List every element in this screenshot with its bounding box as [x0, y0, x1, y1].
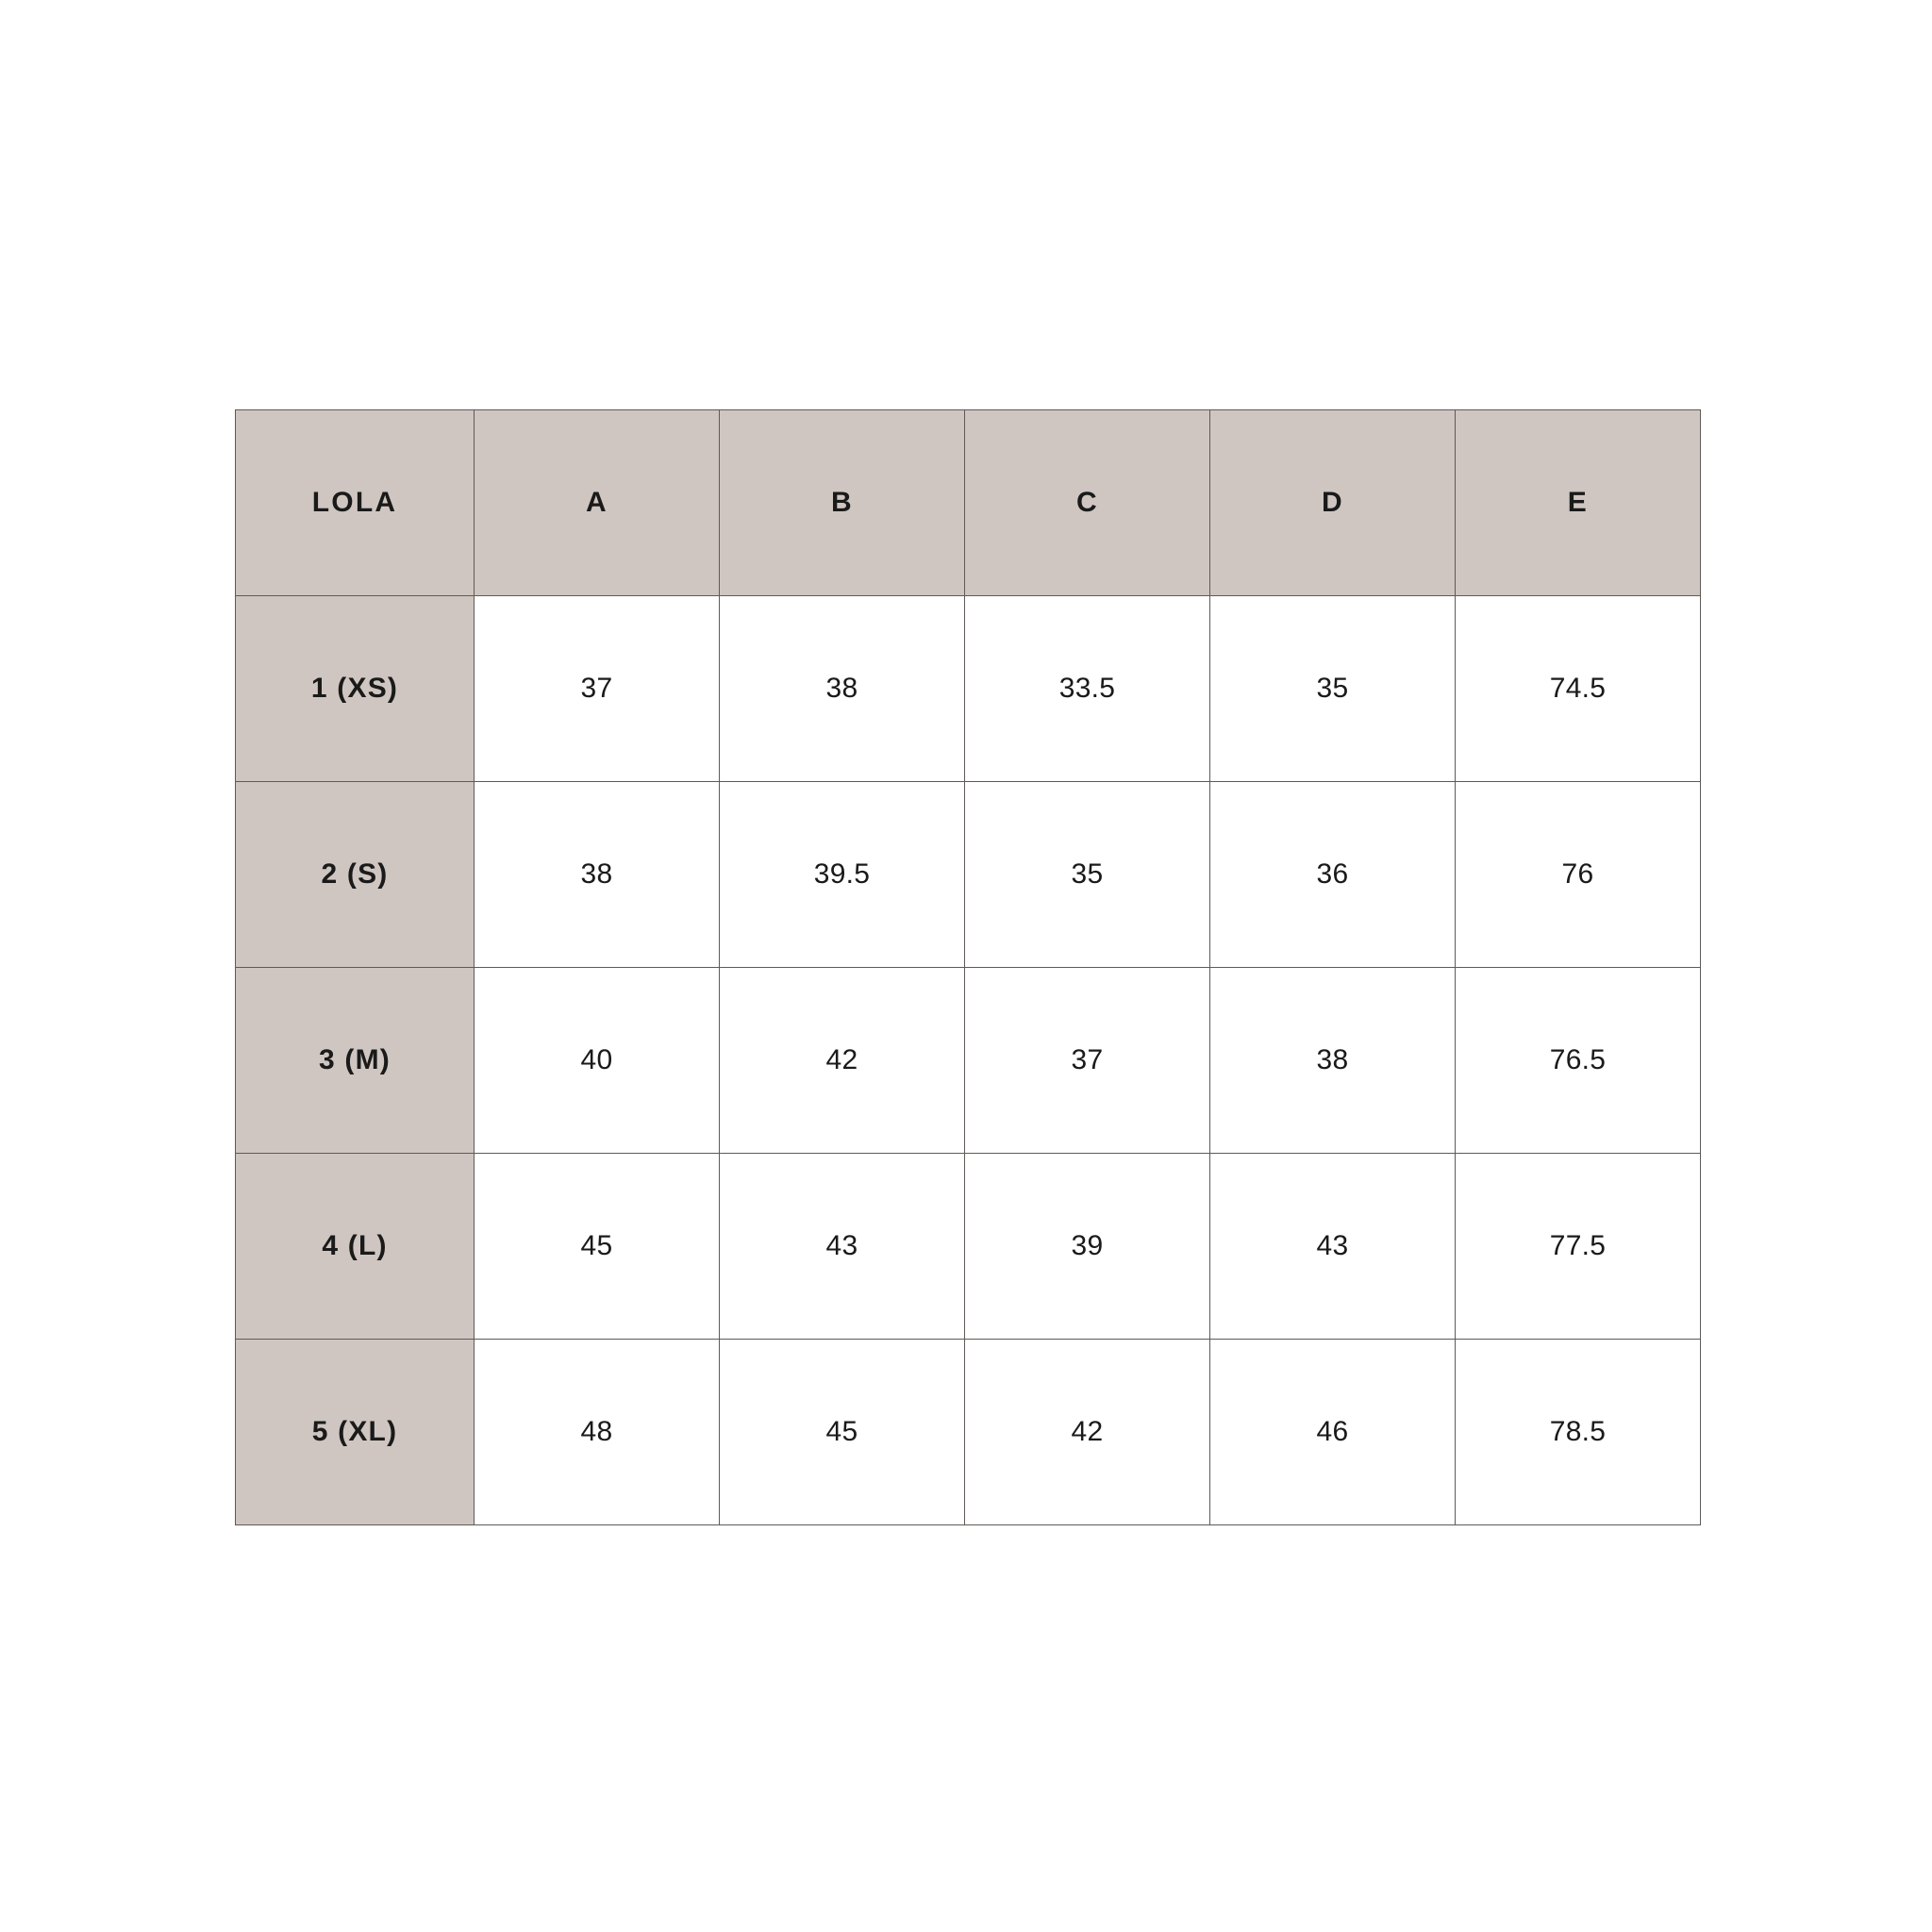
- column-header-b: B: [720, 410, 965, 596]
- cell-s-e: 76: [1456, 782, 1701, 968]
- cell-xl-a: 48: [475, 1340, 720, 1525]
- table-row: [236, 1154, 1701, 1340]
- cell-s-b: 39.5: [720, 782, 965, 968]
- cell-m-d: 38: [1210, 968, 1456, 1154]
- column-header-e: E: [1456, 410, 1701, 596]
- cell-m-b: 42: [720, 968, 965, 1154]
- cell-xs-a: 37: [475, 596, 720, 782]
- cell-s-d: 36: [1210, 782, 1456, 968]
- cell-s-a: 38: [475, 782, 720, 968]
- row-label-xl: 5 (XL): [236, 1340, 475, 1525]
- cell-l-b: 43: [720, 1154, 965, 1340]
- table-row: [236, 1340, 1701, 1525]
- cell-xs-e: 74.5: [1456, 596, 1701, 782]
- cell-xl-b: 45: [720, 1340, 965, 1525]
- table-header-row: [236, 410, 1701, 596]
- row-label-m: 3 (M): [236, 968, 475, 1154]
- cell-xs-c: 33.5: [965, 596, 1210, 782]
- table-row: [236, 782, 1701, 968]
- cell-xl-e: 78.5: [1456, 1340, 1701, 1525]
- column-header-a: A: [475, 410, 720, 596]
- table-corner-label: LOLA: [236, 410, 475, 596]
- row-label-xs: 1 (XS): [236, 596, 475, 782]
- cell-l-d: 43: [1210, 1154, 1456, 1340]
- row-label-l: 4 (L): [236, 1154, 475, 1340]
- column-header-c: C: [965, 410, 1210, 596]
- cell-m-a: 40: [475, 968, 720, 1154]
- row-label-s: 2 (S): [236, 782, 475, 968]
- cell-l-a: 45: [475, 1154, 720, 1340]
- cell-m-c: 37: [965, 968, 1210, 1154]
- column-header-d: D: [1210, 410, 1456, 596]
- cell-m-e: 76.5: [1456, 968, 1701, 1154]
- table-row: [236, 968, 1701, 1154]
- cell-l-e: 77.5: [1456, 1154, 1701, 1340]
- size-guide-table: [235, 409, 1701, 1525]
- cell-xs-b: 38: [720, 596, 965, 782]
- cell-xs-d: 35: [1210, 596, 1456, 782]
- table-row: [236, 596, 1701, 782]
- cell-s-c: 35: [965, 782, 1210, 968]
- cell-xl-d: 46: [1210, 1340, 1456, 1525]
- cell-l-c: 39: [965, 1154, 1210, 1340]
- cell-xl-c: 42: [965, 1340, 1210, 1525]
